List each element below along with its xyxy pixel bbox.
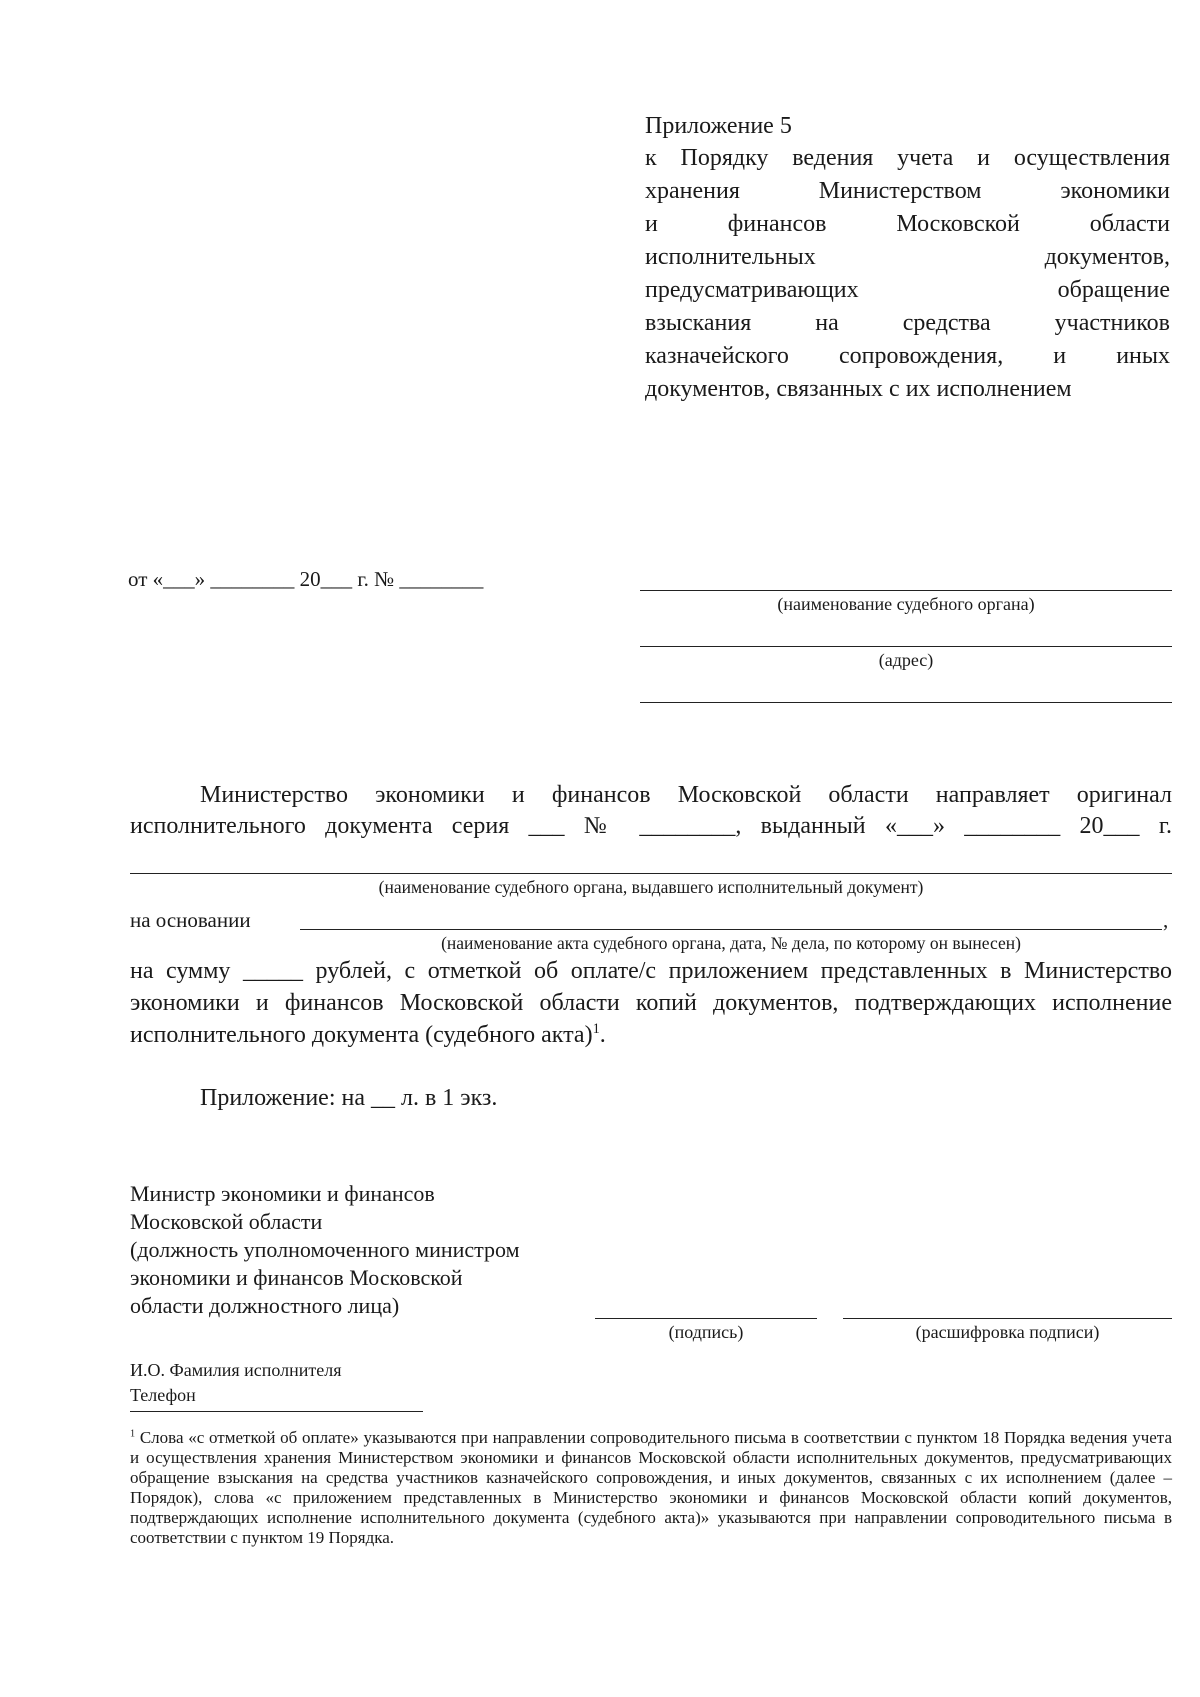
executor-name: И.О. Фамилия исполнителя: [130, 1360, 342, 1380]
basis-line: [300, 929, 1162, 930]
signature-caption: (подпись): [668, 1322, 744, 1342]
appendix-title: Приложение 5: [645, 113, 792, 139]
appendix-line: хранения Министерством экономики: [645, 178, 1170, 204]
main-paragraph-line: исполнительного документа серия ___ № ________, выданный «___» ________ 20___ г.: [130, 813, 1172, 839]
appendix-line: исполнительных документов,: [645, 244, 1170, 270]
address-caption: (адрес): [878, 650, 934, 670]
act-caption: (наименование акта судебного органа, дата, № дела, по которому он вынесен): [441, 933, 1021, 953]
signature-decode-caption: (расшифровка подписи): [915, 1322, 1100, 1342]
court-name-line: [640, 590, 1172, 591]
appendix-subtitle: [645, 142, 1170, 406]
basis-label: на основании: [130, 908, 251, 932]
address-line: [640, 646, 1172, 647]
address-line-2: [640, 702, 1172, 703]
court-name-caption: (наименование судебного органа): [777, 594, 1035, 614]
attachment-line: Приложение: на __ л. в 1 экз.: [200, 1085, 498, 1111]
date-number-line: от «___» ________ 20___ г. № ________: [128, 567, 484, 591]
main-paragraph-line: Министерство экономики и финансов Московской области направляет оригинал: [200, 782, 1172, 808]
signatory-line: (должность уполномоченного министром: [130, 1237, 520, 1262]
appendix-line: предусматривающих обращение: [645, 277, 1170, 303]
appendix-line: и финансов Московской области: [645, 211, 1170, 237]
signatory-line: экономики и финансов Московской: [130, 1265, 463, 1290]
signatory-line: Министр экономики и финансов: [130, 1181, 435, 1206]
signatory-block: [130, 1180, 600, 1320]
appendix-line: документов, связанных с их исполнением: [645, 376, 1072, 402]
appendix-line: казначейского сопровождения, и иных: [645, 343, 1170, 369]
basis-comma: ,: [1163, 908, 1169, 932]
signatory-line: Московской области: [130, 1209, 323, 1234]
executor-block: [130, 1358, 342, 1408]
executor-phone: Телефон: [130, 1385, 196, 1405]
footnote-separator: [130, 1411, 423, 1412]
sum-end: .: [599, 1022, 606, 1048]
signatory-line: области должностного лица): [130, 1293, 400, 1318]
footnote-mark: 1: [130, 1428, 136, 1440]
signature-line: [595, 1318, 817, 1319]
footnote-reference: 1: [592, 1021, 600, 1037]
footnote: [130, 1428, 1172, 1548]
issuer-caption: (наименование судебного органа, выдавшего исполнительный документ): [378, 877, 924, 897]
main-paragraph: [130, 780, 1172, 842]
footnote-text: Слова «с отметкой об оплате» указываются при направлении сопроводительного письма в соответствии с пунктом 18 Порядка ведения учета и осуществления хранения Министерством экономики и финансов Московской области исполнительных документов, предусматривающих обращение взыскания на средства участников казначейского сопровождения, и иных документов, связанных с их исполнением (далее – Порядок), слова «с приложением представленных в Министерство экономики и финансов Московской области копий документов, подтверждающих исполнение исполнительного документа (судебного акта)» указываются при направлении сопроводительного письма в соответствии с пунктом 19 Порядка.: [130, 1428, 1172, 1547]
sum-paragraph: [130, 955, 1172, 1051]
appendix-header: [645, 110, 1170, 406]
sum-text: на сумму _____ рублей, с отметкой об оплате/с приложением представленных в Министерство экономики и финансов Московской области копий документов, подтверждающих исполнение исполнительного документа (судебного акта): [130, 958, 1172, 1048]
signature-decode-line: [843, 1318, 1172, 1319]
appendix-line: взыскания на средства участников: [645, 310, 1170, 336]
issuer-line: [130, 873, 1172, 874]
appendix-line: к Порядку ведения учета и осуществления: [645, 145, 1170, 171]
